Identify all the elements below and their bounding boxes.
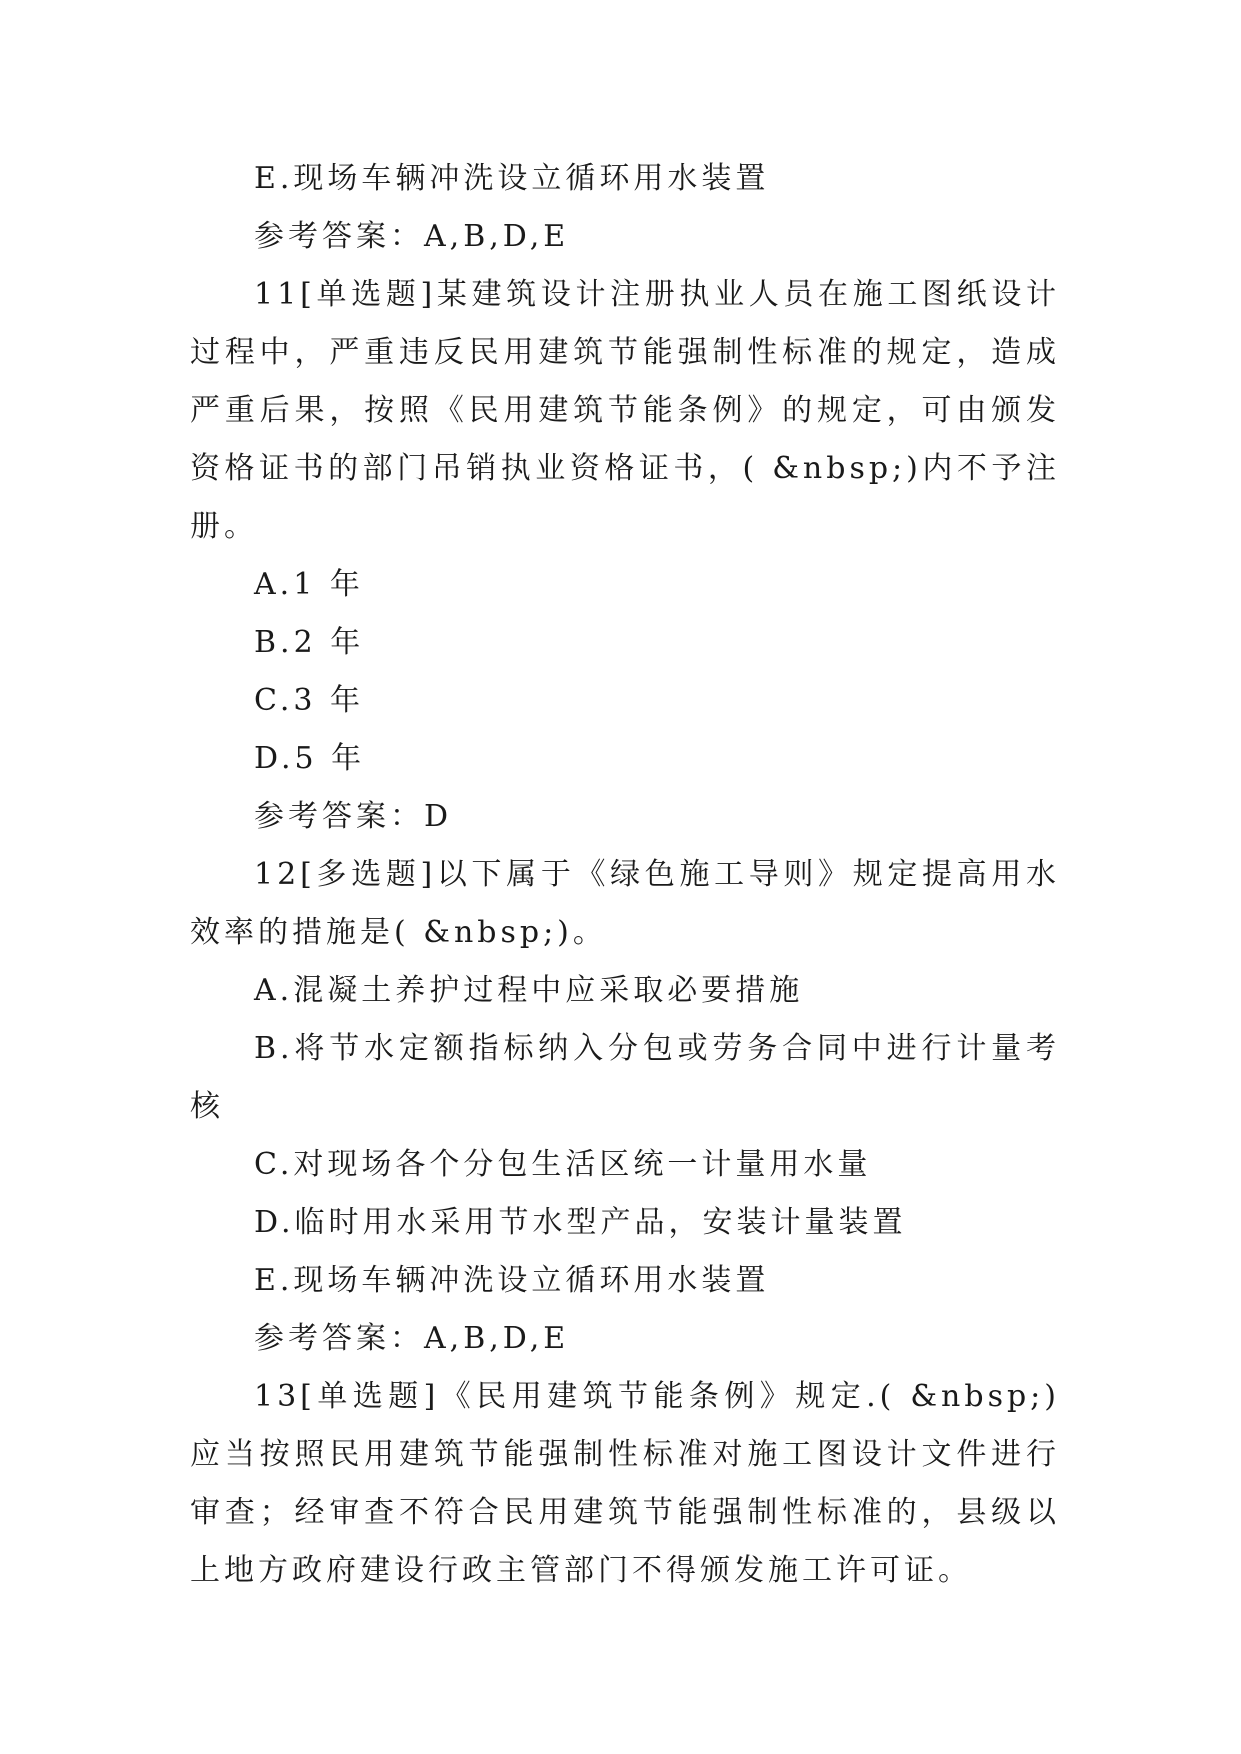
q12-option-b: B.将节水定额指标纳入分包或劳务合同中进行计量考核 — [190, 1031, 1060, 1124]
answer-prev: 参考答案：A,B,D,E — [254, 219, 570, 254]
option-e-prev: E.现场车辆冲洗设立循环用水装置 — [254, 161, 770, 196]
q11-option-d: D.5 年 — [254, 741, 366, 776]
q11-option-b: B.2 年 — [254, 625, 365, 660]
document-page — [190, 150, 1060, 1600]
q12-option-a: A.混凝土养护过程中应采取必要措施 — [254, 973, 804, 1008]
question-11: 11[单选题]某建筑设计注册执业人员在施工图纸设计过程中，严重违反民用建筑节能强制性标准的规定，造成严重后果，按照《民用建筑节能条例》的规定，可由颁发资格证书的部门吊销执业资格证书，( &nbsp;)内不予注册。 — [190, 277, 1060, 544]
q12-option-c: C.对现场各个分包生活区统一计量用水量 — [254, 1147, 872, 1182]
q11-option-a: A.1 年 — [254, 567, 364, 602]
question-12: 12[多选题]以下属于《绿色施工导则》规定提高用水效率的措施是( &nbsp;)。 — [190, 857, 1060, 950]
question-13: 13[单选题]《民用建筑节能条例》规定.( &nbsp;)应当按照民用建筑节能强制性标准对施工图设计文件进行审查；经审查不符合民用建筑节能强制性标准的，县级以上地方政府建设行政主管部门不得颁发施工许可证。 — [190, 1379, 1060, 1588]
q12-answer: 参考答案：A,B,D,E — [254, 1321, 570, 1356]
q12-option-e: E.现场车辆冲洗设立循环用水装置 — [254, 1263, 770, 1298]
q11-answer: 参考答案：D — [254, 799, 453, 834]
q12-option-d: D.临时用水采用节水型产品，安装计量装置 — [254, 1205, 907, 1240]
q11-option-c: C.3 年 — [254, 683, 365, 718]
